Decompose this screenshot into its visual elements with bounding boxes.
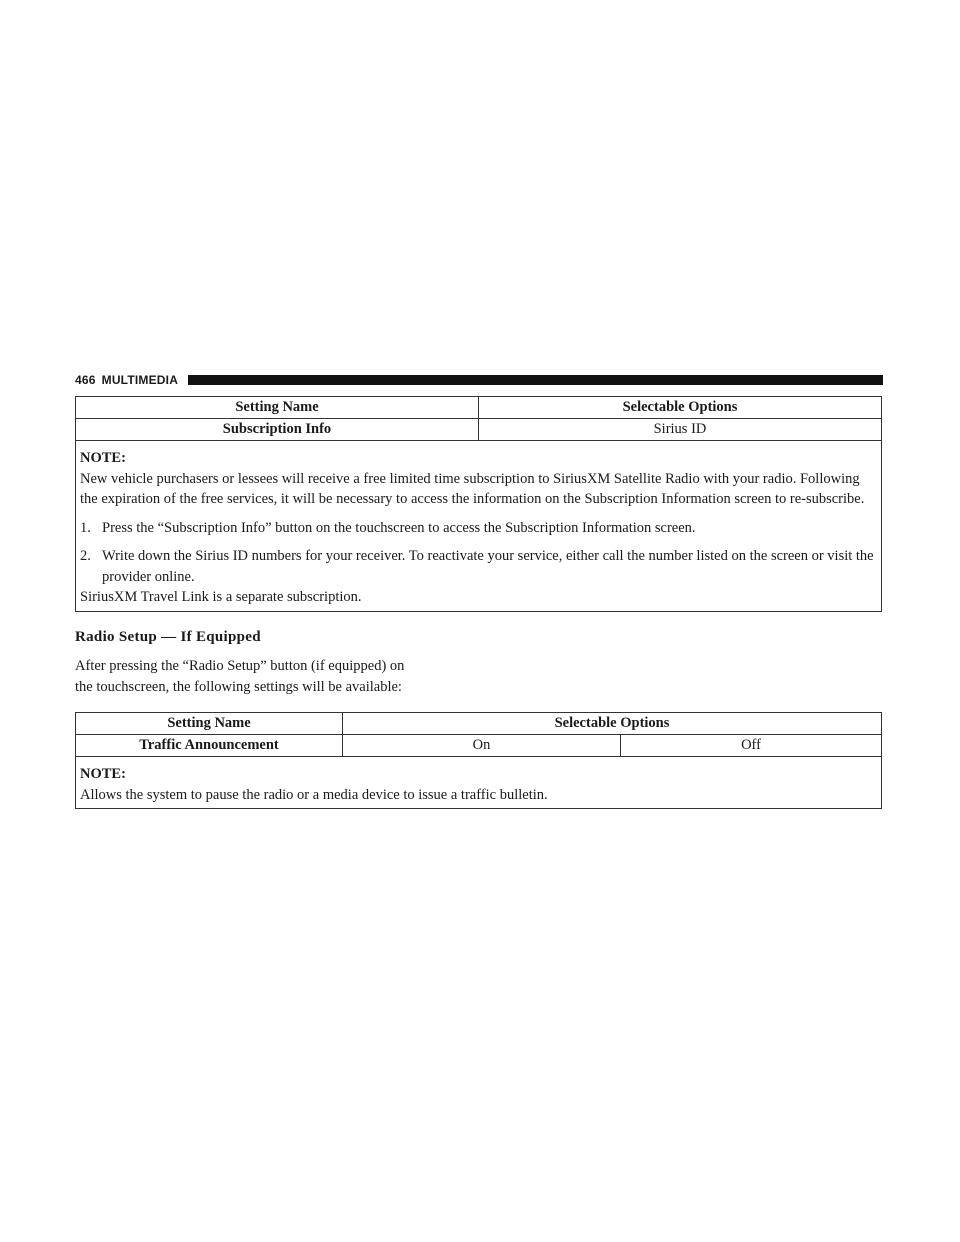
- setting-traffic-announcement: Traffic Announcement: [76, 735, 343, 757]
- note-block: [80, 764, 877, 805]
- list-item: [80, 546, 877, 587]
- section-heading: Radio Setup — If Equipped: [75, 629, 261, 645]
- paragraph-line: the touchscreen, the following settings will be available:: [75, 678, 402, 695]
- note-row: [76, 757, 882, 809]
- header-setting-name: Setting Name: [76, 397, 479, 419]
- step-text: Write down the Sirius ID numbers for your receiver. To reactivate your service, either call the number listed on the screen or visit the provider online.: [102, 548, 874, 585]
- paragraph-line: After pressing the “Radio Setup” button (if equipped) on: [75, 658, 405, 674]
- note-label: NOTE:: [80, 450, 126, 466]
- note-text: New vehicle purchasers or lessees will receive a free limited time subscription to SiriusXM Satellite Radio with your radio. Following the expiration of the free services, it will be necessary to access the information on the Subscription Information screen to re-subscribe.: [80, 470, 865, 507]
- header-setting-name: Setting Name: [76, 713, 343, 735]
- note-text: Allows the system to pause the radio or a media device to issue a traffic bulletin.: [80, 786, 548, 803]
- list-item: [80, 518, 877, 539]
- note-trailing-text: SiriusXM Travel Link is a separate subscription.: [80, 589, 362, 605]
- setting-subscription-info: Subscription Info: [76, 419, 479, 441]
- step-number: 1.: [80, 519, 91, 536]
- section-title: MULTIMEDIA: [101, 373, 179, 387]
- table-header-row: [76, 713, 882, 735]
- note-label: NOTE:: [80, 766, 126, 782]
- table-row: [76, 735, 882, 757]
- header-selectable-options: Selectable Options: [479, 397, 882, 419]
- section-paragraph: [75, 656, 495, 697]
- option-on: On: [343, 735, 621, 757]
- page-header: [75, 373, 883, 387]
- header-rule: [188, 375, 883, 385]
- note-block: [80, 448, 877, 608]
- page-number: 466: [75, 373, 96, 387]
- table-row: [76, 419, 882, 441]
- note-row: [76, 441, 882, 612]
- option-off: Off: [621, 735, 882, 757]
- note-cell: [76, 441, 882, 612]
- note-cell: [76, 757, 882, 809]
- option-sirius-id: Sirius ID: [479, 419, 882, 441]
- radio-setup-table: [75, 712, 882, 809]
- step-number: 2.: [80, 548, 91, 564]
- header-selectable-options: Selectable Options: [343, 713, 882, 735]
- table-header-row: [76, 397, 882, 419]
- step-text: Press the “Subscription Info” button on the touchscreen to access the Subscription Information screen.: [102, 519, 696, 536]
- page-label: [75, 373, 178, 387]
- subscription-settings-table: [75, 396, 882, 612]
